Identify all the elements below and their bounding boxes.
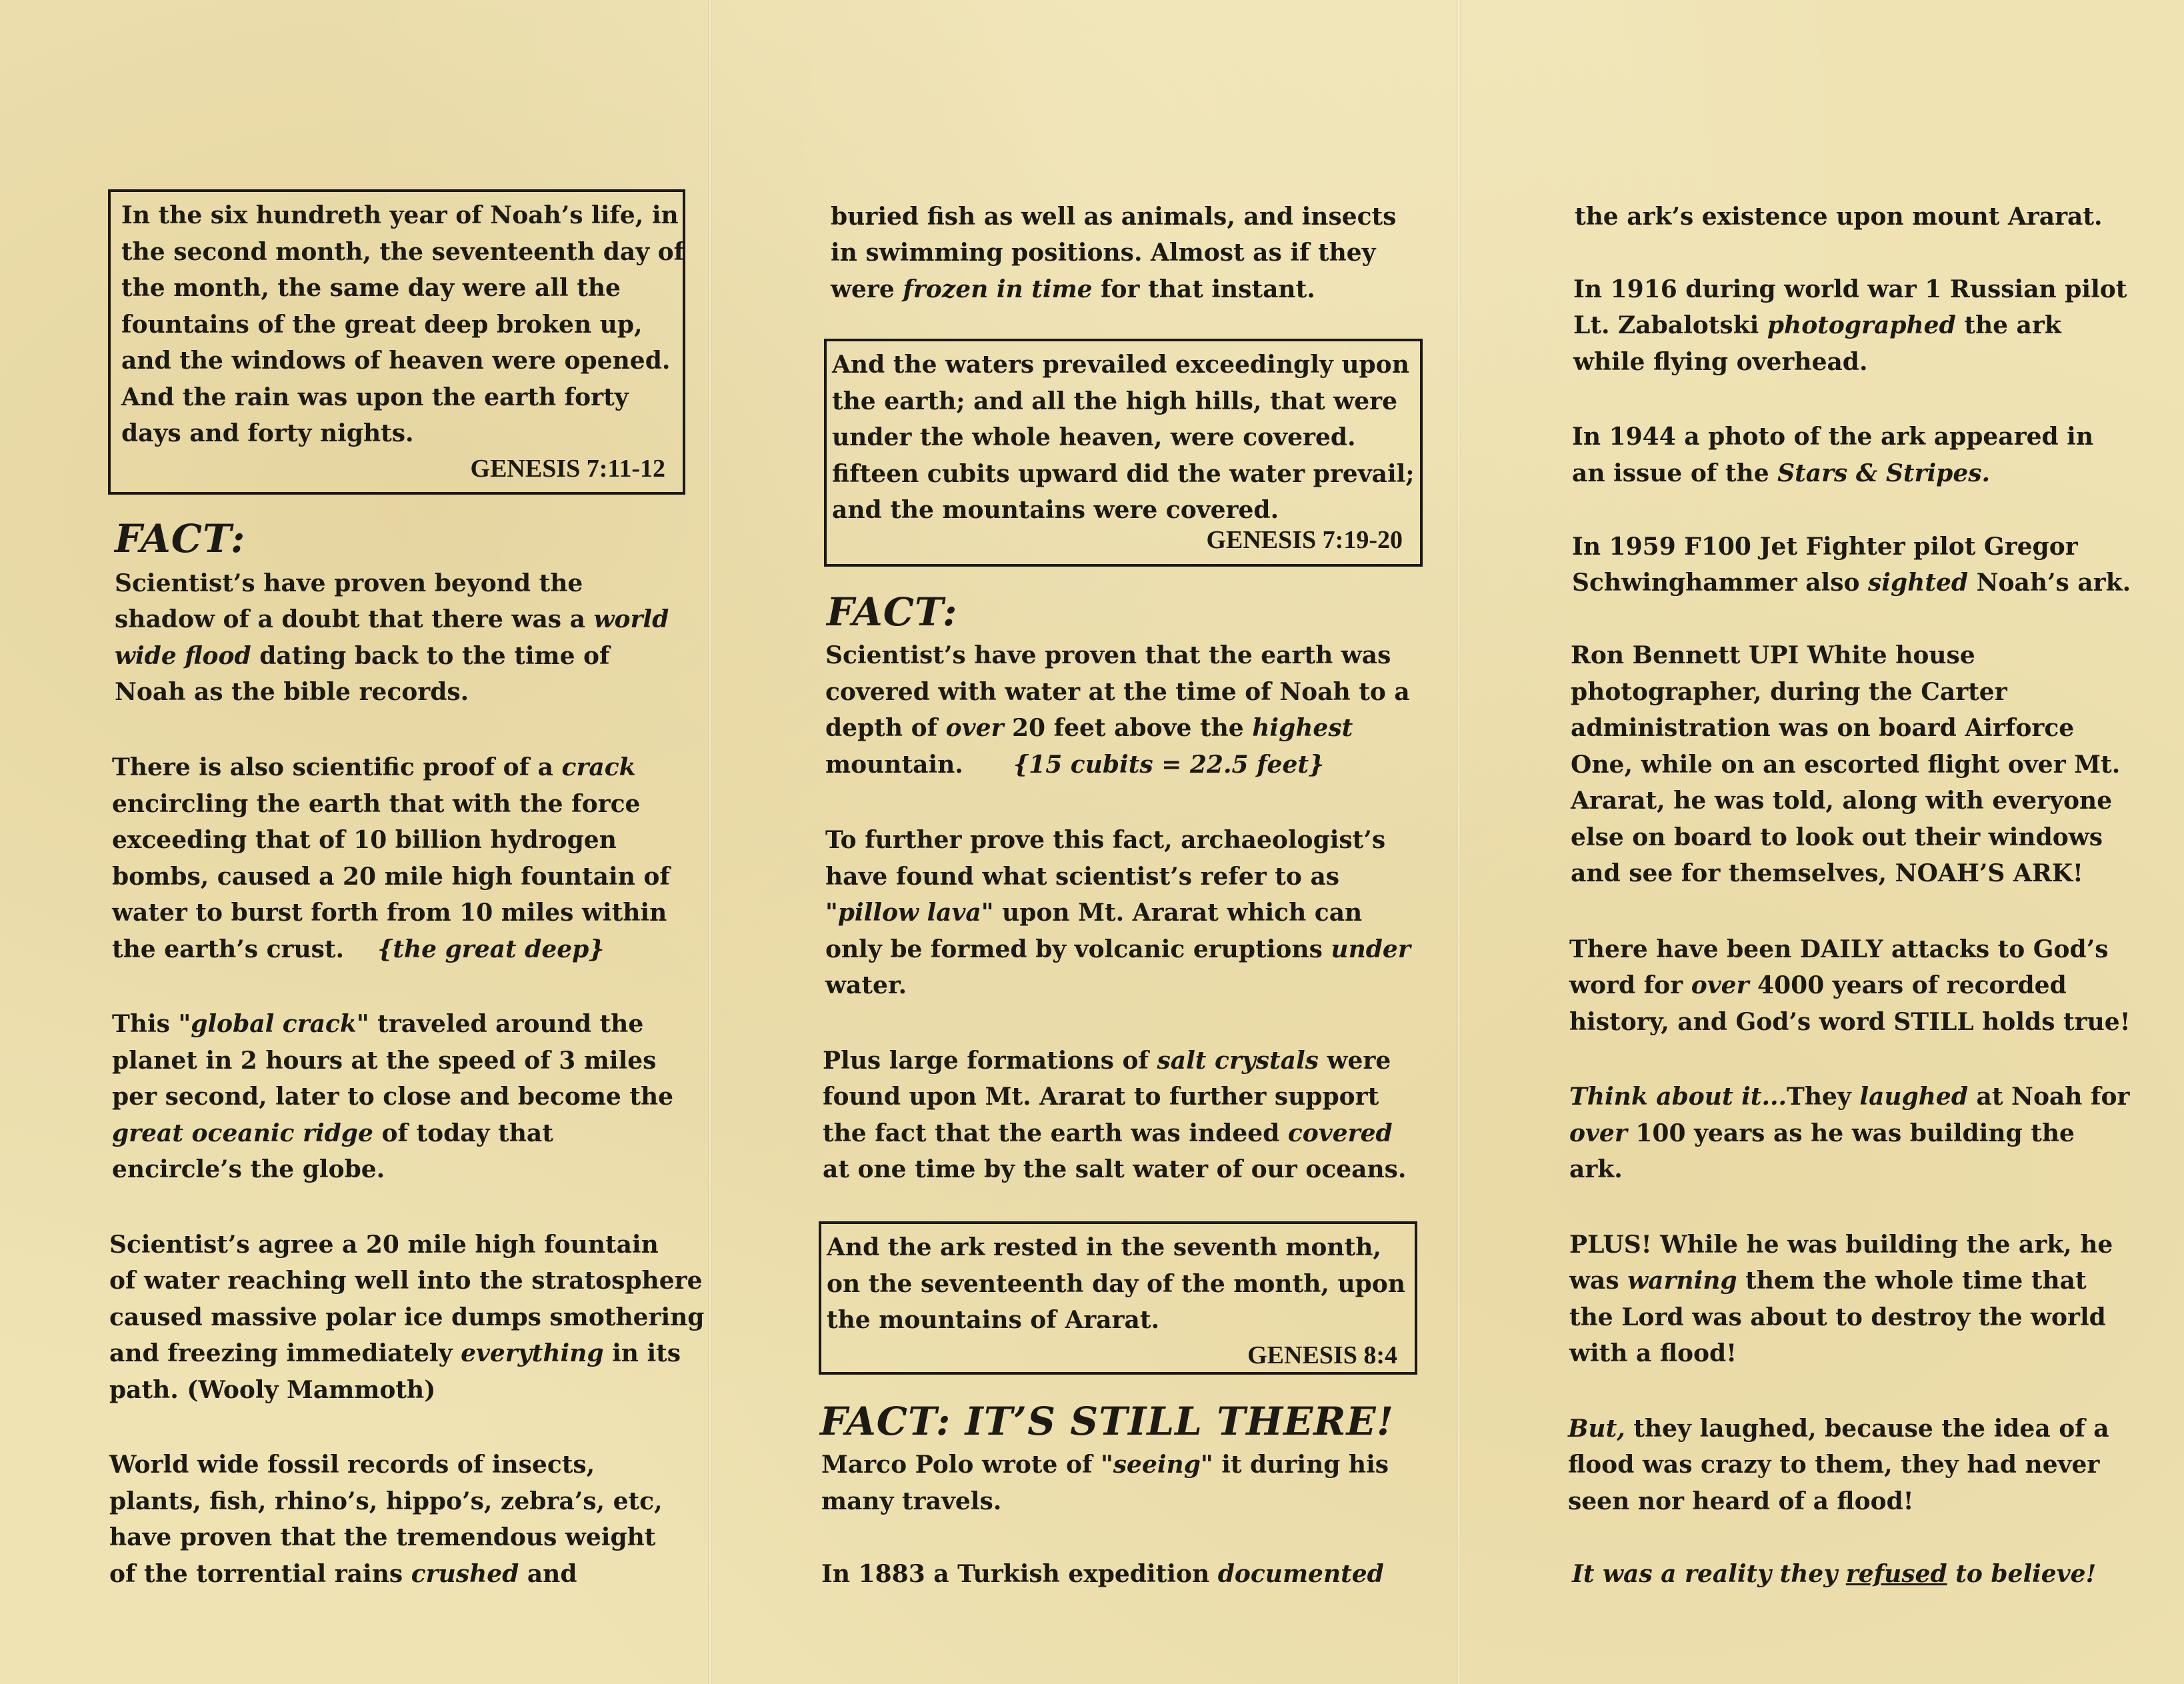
paragraph-line: One, while on an escorted flight over Mt. (1571, 751, 2121, 779)
paragraph-line: only be formed by volcanic eruptions under (825, 935, 1411, 963)
paragraph-line: flood was crazy to them, they had never (1568, 1451, 2100, 1479)
paragraph-line: covered with water at the time of Noah to a (825, 678, 1410, 706)
paragraph-line: In 1916 during world war 1 Russian pilot (1573, 275, 2127, 303)
paragraph-line: Think about it...They laughed at Noah for (1569, 1083, 2130, 1111)
scripture-line: the mountains of Ararat. (827, 1306, 1160, 1334)
paragraph-line: Ararat, he was told, along with everyone (1571, 787, 2113, 815)
paragraph-line: with a flood! (1569, 1339, 1737, 1367)
paragraph-line: water to burst forth from 10 miles within (112, 899, 667, 927)
scripture-line: the month, the same day were all the (121, 274, 621, 302)
scripture-line: And the rain was upon the earth forty (121, 383, 629, 411)
paragraph-line: path. (Wooly Mammoth) (109, 1376, 436, 1404)
paragraph-line: was warning them the whole time that (1569, 1267, 2087, 1295)
paragraph-line: wide flood dating back to the time of (115, 642, 610, 670)
scripture-line: and the mountains were covered. (832, 496, 1279, 524)
scripture-reference: GENESIS 7:11-12 (470, 454, 665, 483)
paragraph-line: Scientist’s agree a 20 mile high fountain (109, 1231, 659, 1259)
scripture-line: fifteen cubits upward did the water prevail; (832, 459, 1415, 488)
paragraph-line: There is also scientific proof of a crack (112, 753, 636, 781)
paragraph-line: while flying overhead. (1573, 348, 1868, 376)
paragraph-line: Lt. Zabalotski photographed the ark (1573, 311, 2061, 339)
paragraph-line: great oceanic ridge of today that (112, 1119, 553, 1147)
paragraph-line: the fact that the earth was indeed covered (823, 1119, 1393, 1147)
scripture-line: And the ark rested in the seventh month, (827, 1233, 1381, 1261)
scripture-line: under the whole heaven, were covered. (832, 423, 1356, 451)
scripture-line: In the six hundreth year of Noah’s life, in (121, 201, 679, 229)
paragraph-line: per second, later to close and become the (112, 1083, 674, 1111)
scripture-line: on the seventeenth day of the month, upon (827, 1269, 1405, 1298)
paragraph-line: the Lord was about to destroy the world (1569, 1303, 2106, 1331)
paragraph-line: at one time by the salt water of our oceans. (823, 1155, 1407, 1183)
scripture-line: the earth; and all the high hills, that were (832, 387, 1398, 415)
paragraph-line: have proven that the tremendous weight (109, 1523, 656, 1551)
scripture-reference: GENESIS 8:4 (1247, 1341, 1397, 1369)
scripture-reference: GENESIS 7:19-20 (1206, 525, 1403, 554)
paragraph-line: the earth’s crust. {the great deep} (112, 935, 605, 963)
scripture-box-genesis-7-11 (108, 189, 685, 495)
paragraph-line: administration was on board Airforce (1571, 714, 2075, 742)
scripture-line: fountains of the great deep broken up, (121, 310, 643, 339)
paragraph-line: "pillow lava" upon Mt. Ararat which can (825, 899, 1363, 927)
paragraph-line: Noah as the bible records. (115, 678, 469, 706)
paragraph-line: the ark’s existence upon mount Ararat. (1575, 203, 2103, 231)
paragraph-line: else on board to look out their windows (1571, 823, 2103, 851)
paragraph-line: found upon Mt. Ararat to further support (823, 1083, 1379, 1111)
paragraph-line: bombs, caused a 20 mile high fountain of (112, 863, 670, 891)
right-fold-crease (1457, 0, 1461, 1684)
scripture-line: And the waters prevailed exceedingly upon (832, 351, 1409, 379)
scripture-box-genesis-8-4 (819, 1221, 1417, 1375)
paragraph-line: have found what scientist’s refer to as (825, 863, 1340, 891)
paragraph-line: Scientist’s have proven that the earth was (825, 641, 1391, 669)
paragraph-line: This "global crack" traveled around the (112, 1010, 644, 1038)
paragraph-line: In 1883 a Turkish expedition documented (821, 1560, 1384, 1588)
paragraph-line: Ron Bennett UPI White house (1571, 641, 1975, 669)
paragraph-line: were frozen in time for that instant. (831, 275, 1315, 303)
paragraph-line: in swimming positions. Almost as if they (831, 239, 1376, 267)
paragraph-line: history, and God’s word STILL holds true! (1569, 1008, 2131, 1036)
fact-heading: FACT: (115, 516, 246, 561)
fact-heading: FACT: (827, 589, 958, 635)
paragraph-line: shadow of a doubt that there was a world (115, 605, 669, 633)
scripture-box-genesis-7-19 (824, 339, 1423, 567)
paragraph-line: Marco Polo wrote of "seeing" it during his (821, 1451, 1389, 1479)
scripture-line: and the windows of heaven were opened. (121, 347, 671, 375)
paragraph-line: and see for themselves, NOAH’S ARK! (1571, 859, 2083, 887)
paragraph-line: In 1944 a photo of the ark appeared in (1572, 423, 2094, 451)
paragraph-line: many travels. (821, 1487, 1002, 1515)
paragraph-line: over 100 years as he was building the (1569, 1119, 2075, 1147)
paragraph-line: of the torrential rains crushed and (109, 1560, 577, 1588)
paragraph-line: plants, fish, rhino’s, hippo’s, zebra’s, etc, (109, 1487, 663, 1515)
paragraph-line: depth of over 20 feet above the highest (825, 714, 1353, 742)
paragraph-line: But, they laughed, because the idea of a (1568, 1415, 2109, 1443)
paragraph-line: caused massive polar ice dumps smothering (109, 1303, 705, 1331)
scripture-line: the second month, the seventeenth day of (121, 237, 685, 266)
scripture-line: days and forty nights. (121, 419, 414, 447)
paragraph-line: buried fish as well as animals, and insects (831, 203, 1397, 231)
paragraph-line: encircling the earth that with the force (112, 790, 641, 818)
paragraph-line: photographer, during the Carter (1571, 678, 2007, 706)
paragraph-line: Plus large formations of salt crystals were (823, 1047, 1391, 1075)
paragraph-line: planet in 2 hours at the speed of 3 miles (112, 1047, 657, 1075)
paragraph-line: There have been DAILY attacks to God’s (1569, 935, 2109, 963)
paragraph-line: To further prove this fact, archaeologist’s (825, 826, 1386, 854)
paragraph-line: Schwinghammer also sighted Noah’s ark. (1572, 569, 2131, 597)
paragraph-line: mountain. {15 cubits = 22.5 feet} (825, 751, 1325, 779)
paragraph-line: PLUS! While he was building the ark, he (1569, 1231, 2113, 1259)
paragraph-line: encircle’s the globe. (112, 1155, 385, 1183)
paragraph-line: of water reaching well into the stratosphere (109, 1267, 703, 1295)
paragraph-line: water. (825, 971, 907, 999)
paragraph-line: Scientist’s have proven beyond the (115, 569, 583, 597)
fact-heading-still-there: FACT: IT’S STILL THERE! (820, 1399, 1395, 1444)
paragraph-line: an issue of the Stars & Stripes. (1572, 459, 1991, 487)
left-fold-crease (708, 0, 712, 1684)
paragraph-line: ark. (1569, 1155, 1623, 1183)
paragraph-line: In 1959 F100 Jet Fighter pilot Gregor (1572, 533, 2078, 561)
paragraph-line: exceeding that of 10 billion hydrogen (112, 826, 617, 854)
paragraph-line: and freezing immediately everything in its (109, 1339, 681, 1367)
closing-line: It was a reality they refused to believe! (1572, 1560, 2097, 1588)
paragraph-line: seen nor heard of a flood! (1568, 1487, 1914, 1515)
paragraph-line: World wide fossil records of insects, (109, 1451, 595, 1479)
paragraph-line: word for over 4000 years of recorded (1569, 971, 2067, 999)
